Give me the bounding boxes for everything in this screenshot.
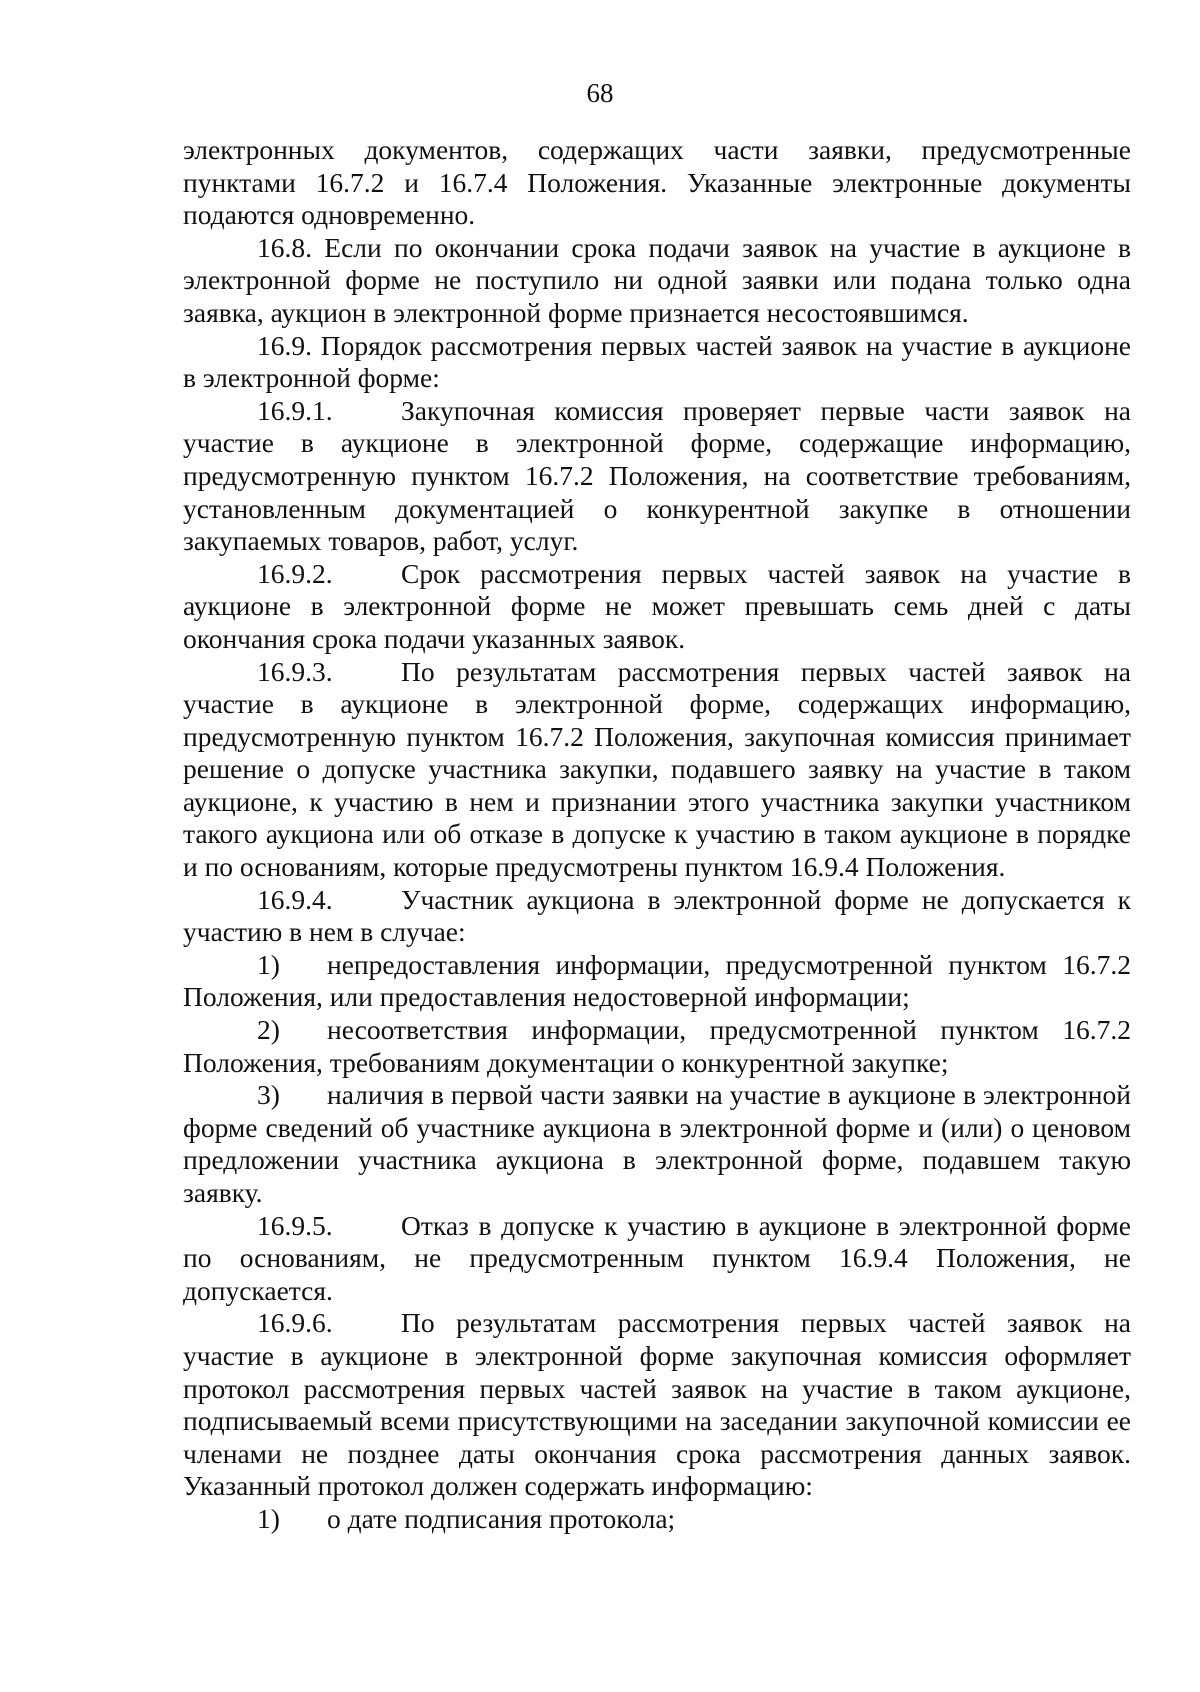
paragraph-16-9-3 <box>183 656 1131 884</box>
paragraph-16-9-6 <box>183 1307 1131 1503</box>
paragraph-16-9-1 <box>183 395 1131 558</box>
list-item-number: 1) <box>257 1502 280 1534</box>
paragraph-text: 16.9. Порядок рассмотрения первых частей заявок на участие в аукционе в электронной форме: <box>183 329 1131 394</box>
paragraph-text: 16.8. Если по окончании срока подачи заявок на участие в аукционе в электронной форме не поступило ни одной заявки или подана только одна заявка, аукцион в электронной форме признается несостоявшимся. <box>183 231 1131 328</box>
paragraph-number: 16.9.1. <box>257 394 333 426</box>
list-item-3 <box>183 1079 1131 1209</box>
paragraph-number: 16.9.3. <box>257 655 333 687</box>
list-item-1 <box>183 949 1131 1014</box>
document-body <box>183 134 1131 1536</box>
paragraph-continuation <box>183 134 1131 232</box>
paragraph-16-8 <box>183 232 1131 330</box>
list-item-text: о дате подписания протокола; <box>327 1502 676 1534</box>
list-item-2 <box>183 1014 1131 1079</box>
list-item-number: 3) <box>257 1079 280 1111</box>
paragraph-text: По результатам рассмотрения первых частей заявок на участие в аукционе в электронной форме закупочная комиссия оформляет протокол рассмотрения первых частей заявок на участие в таком аукционе, подписываемый всеми присутствующими на заседании закупочной комиссии ее членами не позднее даты окончания срока рассмотрения данных заявок. Указанный протокол должен содержать информацию: <box>183 1307 1131 1502</box>
paragraph-16-9-2 <box>183 558 1131 656</box>
list-item-number: 2) <box>257 1014 280 1046</box>
paragraph-number: 16.9.2. <box>257 557 333 589</box>
paragraph-text: Отказ в допуске к участию в аукционе в электронной форме по основаниям, не предусмотренным пунктом 16.9.4 Положения, не допускается. <box>183 1209 1131 1306</box>
list-item-text: несоответствия информации, предусмотренной пунктом 16.7.2 Положения, требованиям документации о конкурентной закупке; <box>183 1014 1131 1078</box>
paragraph-16-9 <box>183 330 1131 395</box>
list-item-number: 1) <box>257 948 280 980</box>
paragraph-16-9-4 <box>183 884 1131 949</box>
paragraph-16-9-5 <box>183 1210 1131 1308</box>
paragraph-number: 16.9.6. <box>257 1307 333 1339</box>
paragraph-number: 16.9.5. <box>257 1209 333 1241</box>
paragraph-text: Участник аукциона в электронной форме не допускается к участию в нем в случае: <box>183 883 1131 948</box>
list-item-protocol-1 <box>183 1503 1131 1536</box>
paragraph-text: По результатам рассмотрения первых частей заявок на участие в аукционе в электронной форме, содержащих информацию, предусмотренную пунктом 16.7.2 Положения, закупочная комиссия принимает решение о допуске участника закупки, подавшего заявку на участие в таком аукционе, к участию в нем и признании этого участника закупки участником такого аукциона или об отказе в допуске к участию в таком аукционе в порядке и по основаниям, которые предусмотрены пунктом 16.9.4 Положения. <box>183 655 1131 883</box>
list-item-text: непредоставления информации, предусмотренной пунктом 16.7.2 Положения, или предоставления недостоверной информации; <box>183 948 1131 1013</box>
list-item-text: наличия в первой части заявки на участие в аукционе в электронной форме сведений об участнике аукциона в электронной форме и (или) о ценовом предложении участника аукциона в электронной форме, подавшем такую заявку. <box>183 1079 1131 1208</box>
paragraph-number: 16.9.4. <box>257 883 333 915</box>
page-number: 68 <box>586 78 614 108</box>
paragraph-text: электронных документов, содержащих части заявки, предусмотренные пунктами 16.7.2 и 16.7.4 Положения. Указанные электронные документы подаются одновременно. <box>183 134 1131 231</box>
paragraph-text: Закупочная комиссия проверяет первые части заявок на участие в аукционе в электронной форме, содержащие информацию, предусмотренную пунктом 16.7.2 Положения, на соответствие требованиям, установленным документацией о конкурентной закупке в отношении закупаемых товаров, работ, услуг. <box>183 394 1131 557</box>
paragraph-text: Срок рассмотрения первых частей заявок на участие в аукционе в электронной форме не может превышать семь дней с даты окончания срока подачи указанных заявок. <box>183 557 1131 654</box>
